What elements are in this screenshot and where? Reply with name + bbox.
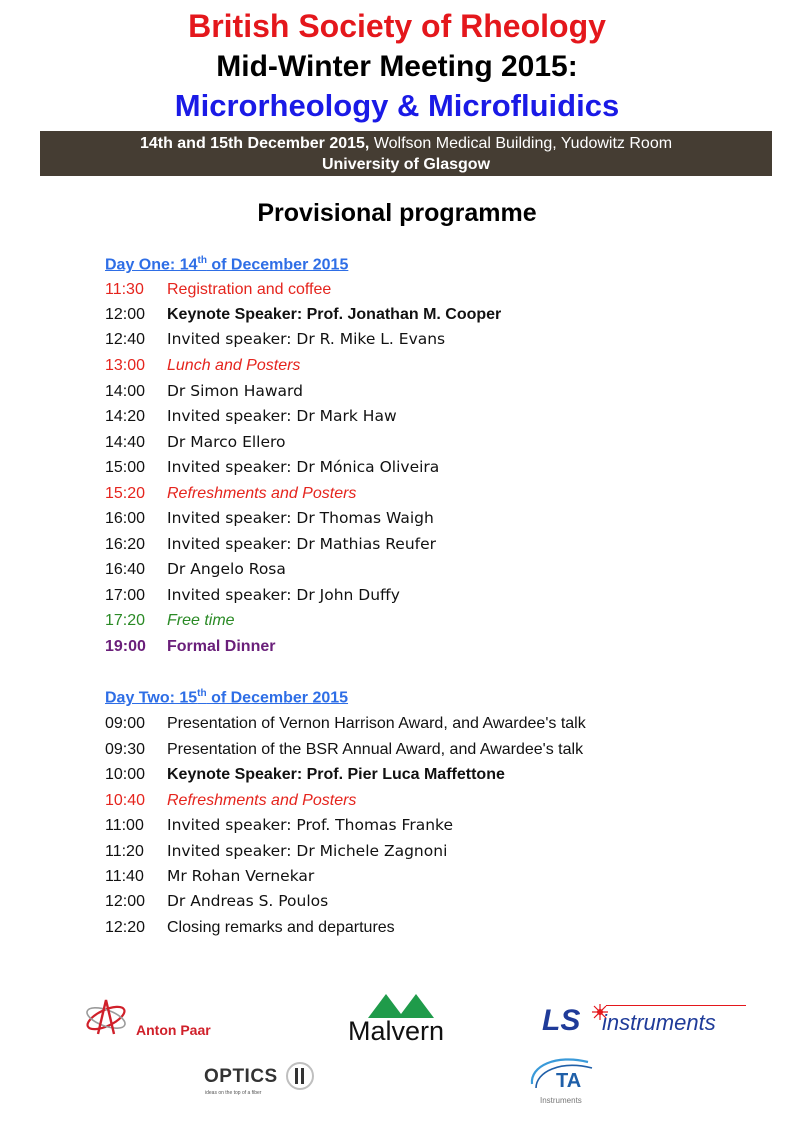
- schedule-row: [105, 532, 436, 557]
- sponsor-logos: [0, 980, 794, 1123]
- schedule-row: [105, 634, 275, 659]
- row-text: Invited speaker: Dr R. Mike L. Evans: [167, 330, 446, 348]
- row-text: Keynote Speaker: Prof. Pier Luca Maffettone: [167, 766, 505, 783]
- venue-dates: 14th and 15th December 2015,: [139, 135, 370, 152]
- row-time: 11:40: [105, 868, 144, 885]
- row-time: 17:20: [105, 612, 146, 629]
- day-one-label: Day One: 14: [105, 256, 198, 274]
- day-two-label-end: of December 2015: [206, 689, 349, 707]
- row-text: Refreshments and Posters: [167, 485, 357, 502]
- row-time: 09:00: [105, 715, 146, 732]
- row-time: 14:20: [105, 408, 146, 425]
- row-text: Free time: [167, 612, 235, 629]
- row-text: Dr Marco Ellero: [167, 433, 286, 451]
- row-text: Dr Angelo Rosa: [167, 560, 286, 578]
- row-time: 10:00: [105, 766, 146, 783]
- schedule-row: [105, 608, 235, 633]
- row-text: Closing remarks and departures: [167, 919, 395, 936]
- row-text: Invited speaker: Dr Thomas Waigh: [167, 509, 434, 527]
- day-two-label: Day Two: 15: [105, 689, 198, 707]
- row-time: 16:40: [105, 561, 146, 578]
- row-time: 14:00: [105, 383, 146, 400]
- schedule-row: [105, 788, 356, 813]
- optics-tagline: ideas on the top of a fiber: [205, 1090, 262, 1096]
- ls-underline: [606, 1005, 746, 1006]
- schedule-row: [105, 404, 397, 429]
- malvern-text: Malvern: [348, 1016, 445, 1046]
- venue-line: [40, 133, 772, 154]
- meeting-title: Mid-Winter Meeting 2015:: [216, 50, 578, 83]
- schedule-row: [105, 762, 505, 787]
- day-one-heading: [105, 255, 348, 274]
- row-text: Keynote Speaker: Prof. Jonathan M. Cooper: [167, 306, 502, 323]
- row-time: 13:00: [105, 357, 146, 374]
- row-time: 15:00: [105, 459, 146, 476]
- optics-eleven-icon: [286, 1060, 314, 1092]
- row-text: Refreshments and Posters: [167, 792, 357, 809]
- anton-paar-swirl-icon: [84, 994, 130, 1038]
- malvern-logo: [346, 992, 456, 1048]
- row-text: Dr Simon Haward: [167, 382, 303, 400]
- programme-title: Provisional programme: [257, 199, 537, 227]
- row-time: 15:20: [105, 485, 146, 502]
- venue-band: [40, 131, 772, 176]
- row-text: Invited speaker: Prof. Thomas Franke: [167, 816, 454, 834]
- topic-title: Microrheology & Microfluidics: [174, 88, 620, 123]
- schedule-row: [105, 864, 314, 889]
- schedule-row: [105, 481, 356, 506]
- row-time: 14:40: [105, 434, 146, 451]
- row-time: 11:30: [105, 281, 144, 298]
- schedule-row: [105, 915, 395, 940]
- ta-instruments-logo: [526, 1052, 606, 1108]
- row-text: Invited speaker: Dr Mark Haw: [167, 407, 397, 425]
- venue-location: Wolfson Medical Building, Yudowitz Room: [369, 135, 673, 152]
- row-time: 16:00: [105, 510, 146, 527]
- day-two-heading: [105, 688, 348, 707]
- optics11-logo: [204, 1060, 324, 1100]
- schedule-row: [105, 557, 286, 582]
- day-one-sup: th: [197, 255, 207, 266]
- row-time: 17:00: [105, 587, 146, 604]
- schedule-row: [105, 302, 501, 327]
- schedule-row: [105, 711, 586, 736]
- schedule-row: [105, 277, 331, 302]
- row-text: Registration and coffee: [167, 281, 332, 298]
- row-text: Presentation of Vernon Harrison Award, and Awardee's talk: [167, 715, 586, 732]
- ta-instruments-text: Instruments: [540, 1096, 582, 1105]
- row-text: Lunch and Posters: [167, 357, 301, 374]
- schedule-row: [105, 327, 445, 352]
- ls-instruments-logo: [542, 1002, 752, 1038]
- row-time: 11:20: [105, 843, 144, 860]
- row-time: 12:00: [105, 893, 146, 910]
- schedule-row: [105, 430, 286, 455]
- day-two-sup: th: [197, 688, 207, 699]
- row-time: 10:40: [105, 792, 146, 809]
- row-time: 11:00: [105, 817, 144, 834]
- row-time: 12:00: [105, 306, 146, 323]
- schedule-row: [105, 813, 453, 838]
- row-text: Dr Andreas S. Poulos: [167, 892, 329, 910]
- row-time: 16:20: [105, 536, 146, 553]
- row-text: Presentation of the BSR Annual Award, and Awardee's talk: [167, 741, 584, 758]
- row-text: Mr Rohan Vernekar: [167, 867, 315, 885]
- schedule-row: [105, 889, 328, 914]
- schedule-row: [105, 839, 447, 864]
- row-time: 09:30: [105, 741, 146, 758]
- row-text: Invited speaker: Dr John Duffy: [167, 586, 400, 604]
- optics-text: OPTICS: [204, 1066, 278, 1087]
- row-text: Invited speaker: Dr Mónica Oliveira: [167, 458, 440, 476]
- schedule-row: [105, 455, 439, 480]
- ls-instruments-text: instruments: [602, 1010, 716, 1035]
- venue-university: University of Glasgow: [321, 156, 491, 173]
- malvern-mountain-icon: [368, 994, 434, 1018]
- row-time: 12:40: [105, 331, 146, 348]
- schedule-row: [105, 379, 303, 404]
- row-time: 19:00: [105, 638, 146, 655]
- anton-paar-text: Anton Paar: [136, 1022, 211, 1038]
- society-title: British Society of Rheology: [188, 8, 606, 44]
- ls-text: LS: [542, 1004, 581, 1037]
- row-text: Invited speaker: Dr Michele Zagnoni: [167, 842, 448, 860]
- row-text: Invited speaker: Dr Mathias Reufer: [167, 535, 437, 553]
- row-text: Formal Dinner: [167, 638, 276, 655]
- ta-text: TA: [556, 1070, 582, 1092]
- day-one-label-end: of December 2015: [206, 256, 349, 274]
- schedule-row: [105, 353, 300, 378]
- schedule-row: [105, 737, 583, 762]
- schedule-row: [105, 583, 400, 608]
- schedule-row: [105, 506, 434, 531]
- anton-paar-logo: [84, 994, 244, 1038]
- row-time: 12:20: [105, 919, 146, 936]
